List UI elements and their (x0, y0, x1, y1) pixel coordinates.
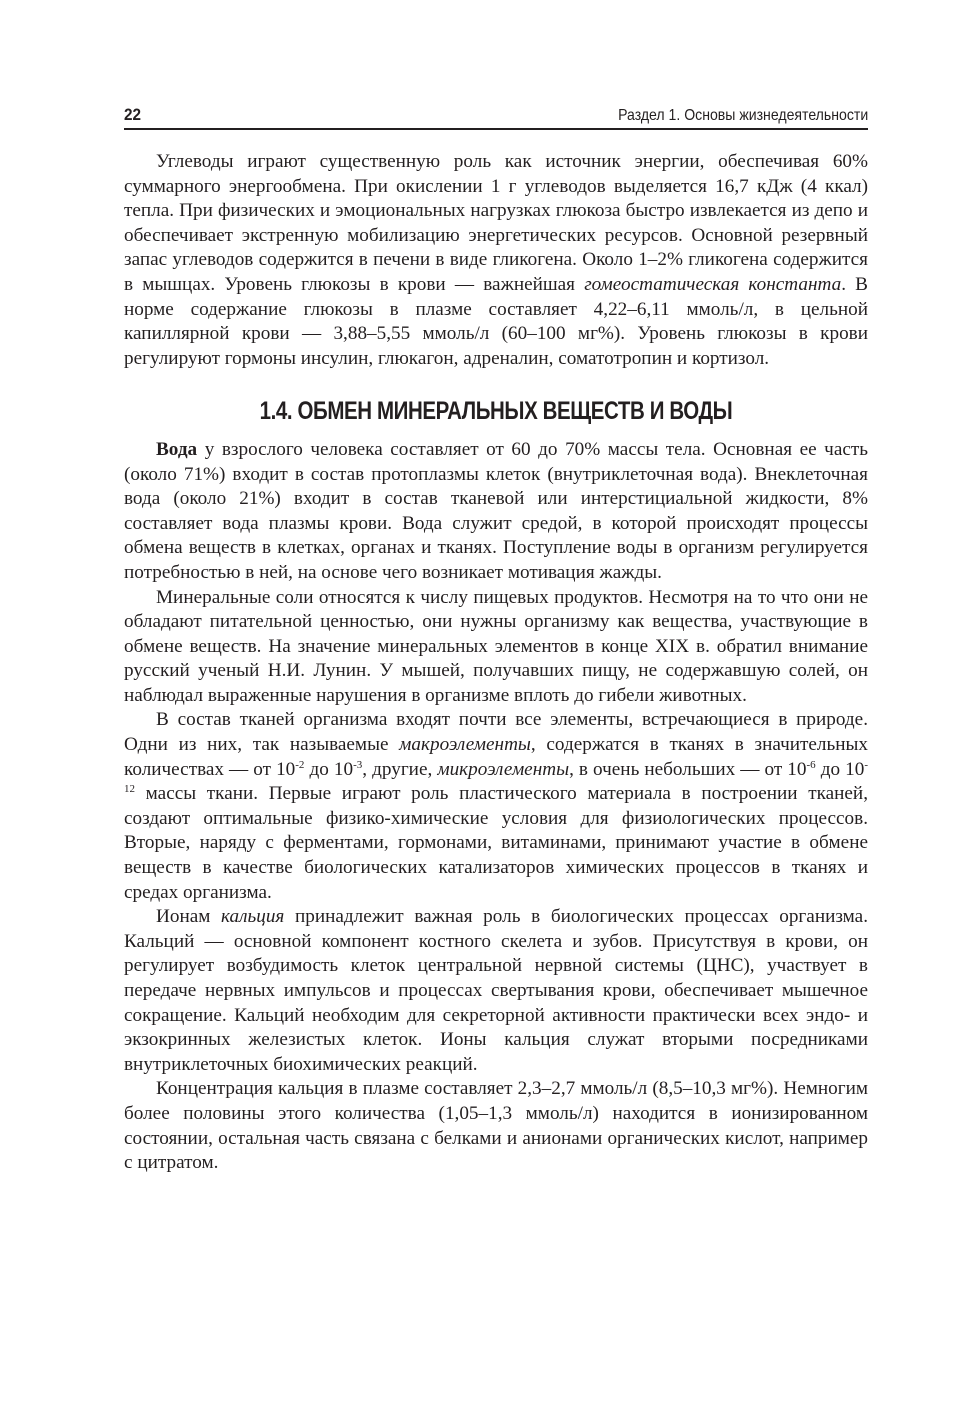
text-run: , другие, (362, 758, 438, 780)
paragraph-carbohydrates (124, 150, 868, 371)
text-run: массы ткани. Первые играют роль пластического материала в построении тканей, создают оптимальные физико-химические условия для физиологических процессов. Вторые, наряду с ферментами, гормонами, витаминами, принимают участие в обмене веществ в качестве биологических катализаторов химических процессов в тканях и средах организма. (124, 783, 868, 903)
body-text (124, 150, 868, 1176)
text-run: , содержатся в тканях в значительных количествах — от 10 (124, 734, 869, 780)
exponent: -3 (353, 758, 363, 771)
text-run: В состав тканей организма входят почти все элементы, встречающиеся в природе. Одни из них, так называемые (124, 709, 868, 756)
text-run: до 10 (815, 758, 865, 780)
page-number: 22 (124, 105, 142, 124)
italic-term: макроэлементы (399, 734, 531, 756)
paragraph-calcium-concentration: Концентрация кальция в плазме составляет 2,3–2,7 ммоль/л (8,5–10,3 мг%). Немногим более половины этого количества (1,05–1,3 ммоль/л) находится в ионизированном состоянии, остальная часть связана с белками и анионами органических кислот, например с цитратом. (124, 1078, 868, 1174)
italic-term: кальция (221, 906, 285, 928)
text-run: до 10 (304, 758, 354, 780)
text-run: Ионам (156, 906, 222, 928)
running-section-title: Раздел 1. Основы жизнедеятельности (617, 107, 868, 124)
bold-term: Вода (156, 438, 198, 460)
exponent: -2 (295, 758, 305, 771)
italic-term: микроэлементы (437, 758, 570, 780)
exponent: -6 (806, 758, 816, 771)
paragraph-water (124, 438, 868, 586)
section-heading: 1.4. ОБМЕН МИНЕРАЛЬНЫХ ВЕЩЕСТВ И ВОДЫ (259, 397, 733, 426)
book-page (124, 103, 868, 1176)
text-run: у взрослого человека составляет от 60 до 70% массы тела. Основная ее часть (около 71%) входит в состав протоплазмы клеток (внутриклеточная вода). Внеклеточная вода (около 21%) входит в состав тканевой или интерстициальной жидкости, 8% составляет вода плазмы крови. Вода служит средой, в которой происходят процессы обмена веществ в клетках, органах и тканях. Поступление воды в организм регулируется потребностью в ней, на основе чего возникает мотивация жажды. (124, 438, 868, 583)
paragraph-elements (124, 708, 868, 905)
text-run: . В норме содержание глюкозы в плазме составляет 4,22–6,11 ммоль/л, в цельной капиллярной крови — 3,88–5,55 ммоль/л (60–100 мг%). Уровень глюкозы в крови регулируют гормоны инсулин, глюкагон, адреналин, соматотропин и кортизол. (124, 273, 868, 369)
text-run: принадлежит важная роль в биологических процессах организма. Кальций — основной компонент костного скелета и зубов. Присутствуя в крови, он регулирует возбудимость клеток центральной нервной системы (ЦНС), участвует в передаче нервных импульсов и процессах свертывания крови, обеспечивает мышечное сокращение. Кальций необходим для секреторной активности практически всех эндо- и экзокринных железистых клеток. Ионы кальция служат вторыми посредниками внутриклеточных биохимических реакций. (124, 906, 868, 1075)
text-run: , в очень небольших — от 10 (569, 758, 807, 780)
text-run: Углеводы играют существенную роль как источник энергии, обеспечивая 60% суммарного энергообмена. При окислении 1 г углеводов выделяется 16,7 кДж (4 ккал) тепла. При физических и эмоциональных нагрузках глюкоза быстро извлекается из депо и обеспечивает экстренную мобилизацию энергетических ресурсов. Основной резервный запас углеводов содержится в печени в виде гликогена. Около 1–2% гликогена содержится в мышцах. Уровень глюкозы в крови — важнейшая (124, 151, 868, 295)
exponent: -12 (124, 758, 868, 796)
running-header (124, 103, 868, 130)
italic-term: гомеостатическая константа (584, 273, 842, 295)
paragraph-minerals: Минеральные соли относятся к числу пищевых продуктов. Несмотря на то что они не обладают питательной ценностью, они нужны организму как вещества, участвующие в обмене веществ. На значение минеральных элементов в конце XIX в. обратил внимание русский ученый Н.И. Лунин. У мышей, получавших пищу, не содержавшую солей, он наблюдал выраженные нарушения в организме вплоть до гибели животных. (124, 586, 868, 706)
paragraph-calcium (124, 905, 868, 1077)
